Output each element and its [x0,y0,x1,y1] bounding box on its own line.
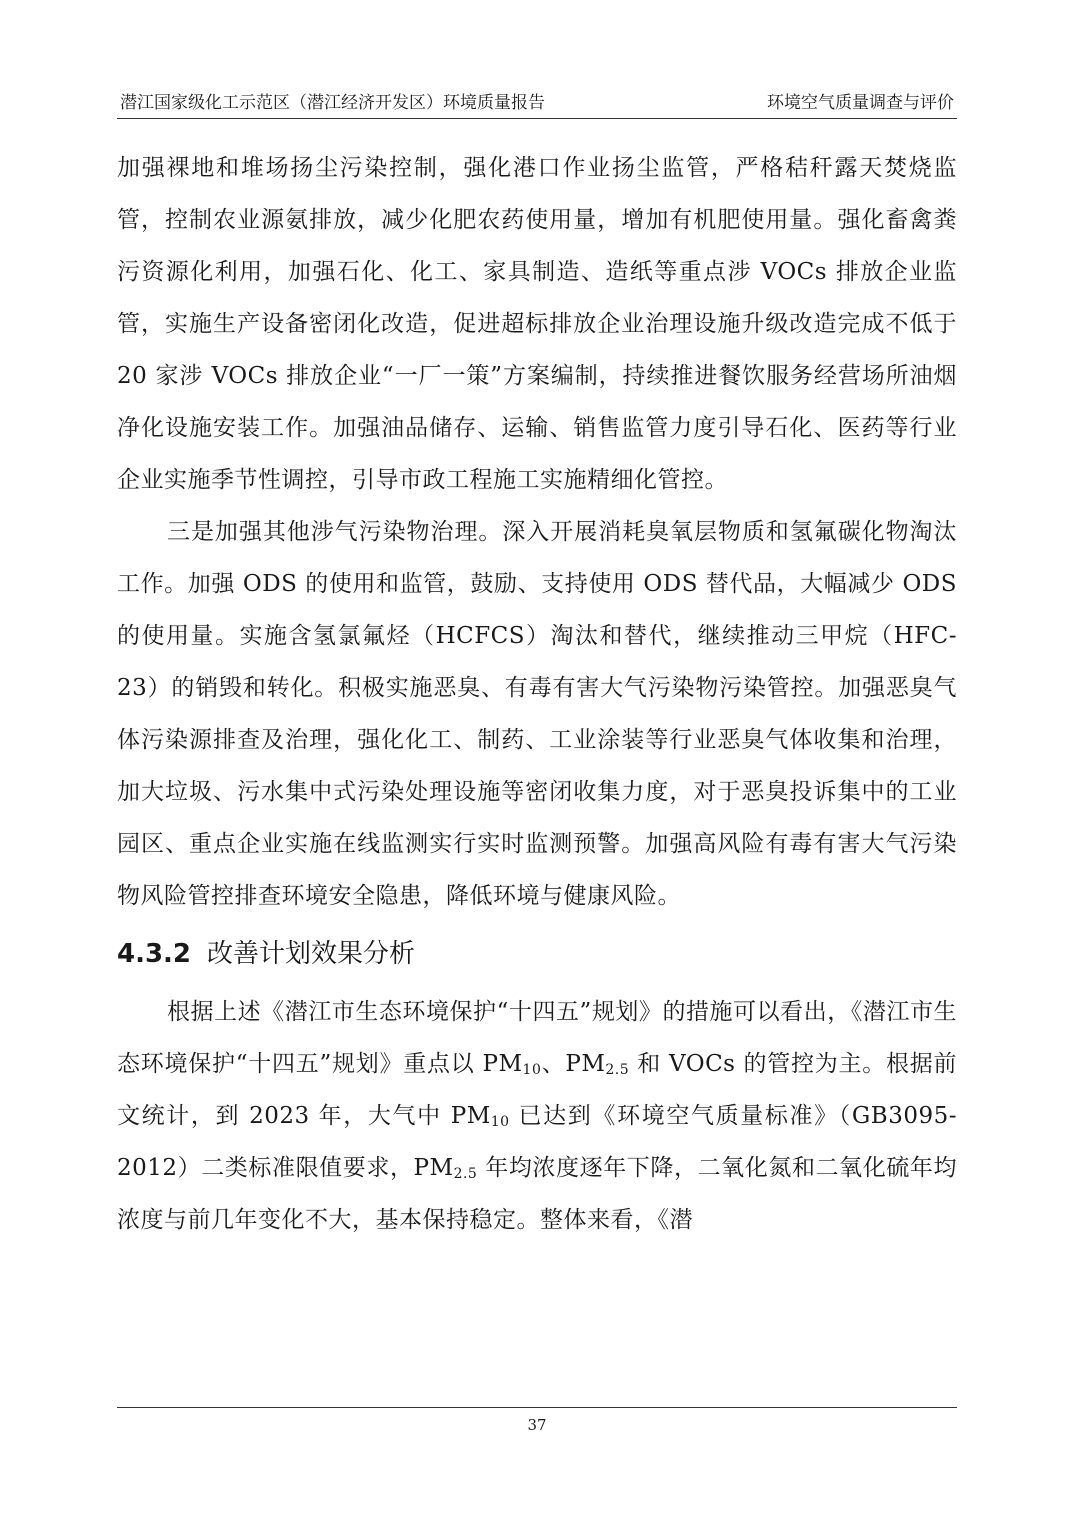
section-heading [117,922,957,986]
page-body [117,142,957,1246]
paragraph-dust-vocs-control: 加强裸地和堆场扬尘污染控制，强化港口作业扬尘监管，严格秸秆露天焚烧监管，控制农业源氨排放，减少化肥农药使用量，增加有机肥使用量。强化畜禽粪污资源化利用，加强石化、化工、家具制造、造纸等重点涉 VOCs 排放企业监管，实施生产设备密闭化改造，促进超标排放企业治理设施升级改造完成不低于 20 家涉 VOCs 排放企业“一厂一策”方案编制，持续推进餐饮服务经营场所油烟净化设施安装工作。加强油品储存、运输、销售监管力度引导石化、医药等行业企业实施季节性调控，引导市政工程施工实施精细化管控。 [117,155,957,493]
page-header [117,90,957,119]
subscript: 2.5 [453,1166,478,1182]
header-report-title: 潜江国家级化工示范区（潜江经济开发区）环境质量报告 [120,93,545,113]
text-run: 根据上述《潜江市生态环境保护“十四五”规划》的措施可以看出，《潜江市生态环境保护“十四五”规划》重点以 PM [117,999,957,1077]
section-title: 改善计划效果分析 [207,939,416,969]
section-number: 4.3.2 [117,939,192,969]
header-chapter-title: 环境空气质量调查与评价 [767,93,954,113]
paragraph-other-pollutants: 三是加强其他涉气污染物治理。深入开展消耗臭氧层物质和氢氟碳化物淘汰工作。加强 ODS 的使用和监管，鼓励、支持使用 ODS 替代品，大幅减少 ODS 的使用量。实施含氢氯氟烃（HCFCS）淘汰和替代，继续推动三甲烷（HFC-23）的销毁和转化。积极实施恶臭、有毒有害大气污染物污染管控。加强恶臭气体污染源排查及治理，强化化工、制药、工业涂装等行业恶臭气体收集和治理，加大垃圾、污水集中式污染处理设施等密闭收集力度，对于恶臭投诉集中的工业园区、重点企业实施在线监测实行实时监测预警。加强高风险有毒有害大气污染物风险管控排查环境安全隐患，降低环境与健康风险。 [117,519,957,909]
page-number: 37 [527,1416,547,1434]
text-run: 和 VOCs 的管控为主。根据前文统计，到 2023 年，大气中 PM [117,1051,957,1129]
text-run: 年均浓度逐年下降，二氧化氮和二氧化硫年均浓度与前几年变化不大，基本保持稳定。整体来看，《潜 [117,1155,957,1233]
subscript: 10 [522,1062,542,1078]
subscript: 2.5 [605,1062,630,1078]
text-run: 、PM [541,1051,606,1077]
subscript: 10 [490,1114,510,1130]
page-footer [117,1407,957,1434]
text-run: 已达到《环境空气质量标准》（GB3095-2012）二类标准限值要求，PM [117,1103,957,1181]
paragraph-effect-analysis [117,986,957,1246]
